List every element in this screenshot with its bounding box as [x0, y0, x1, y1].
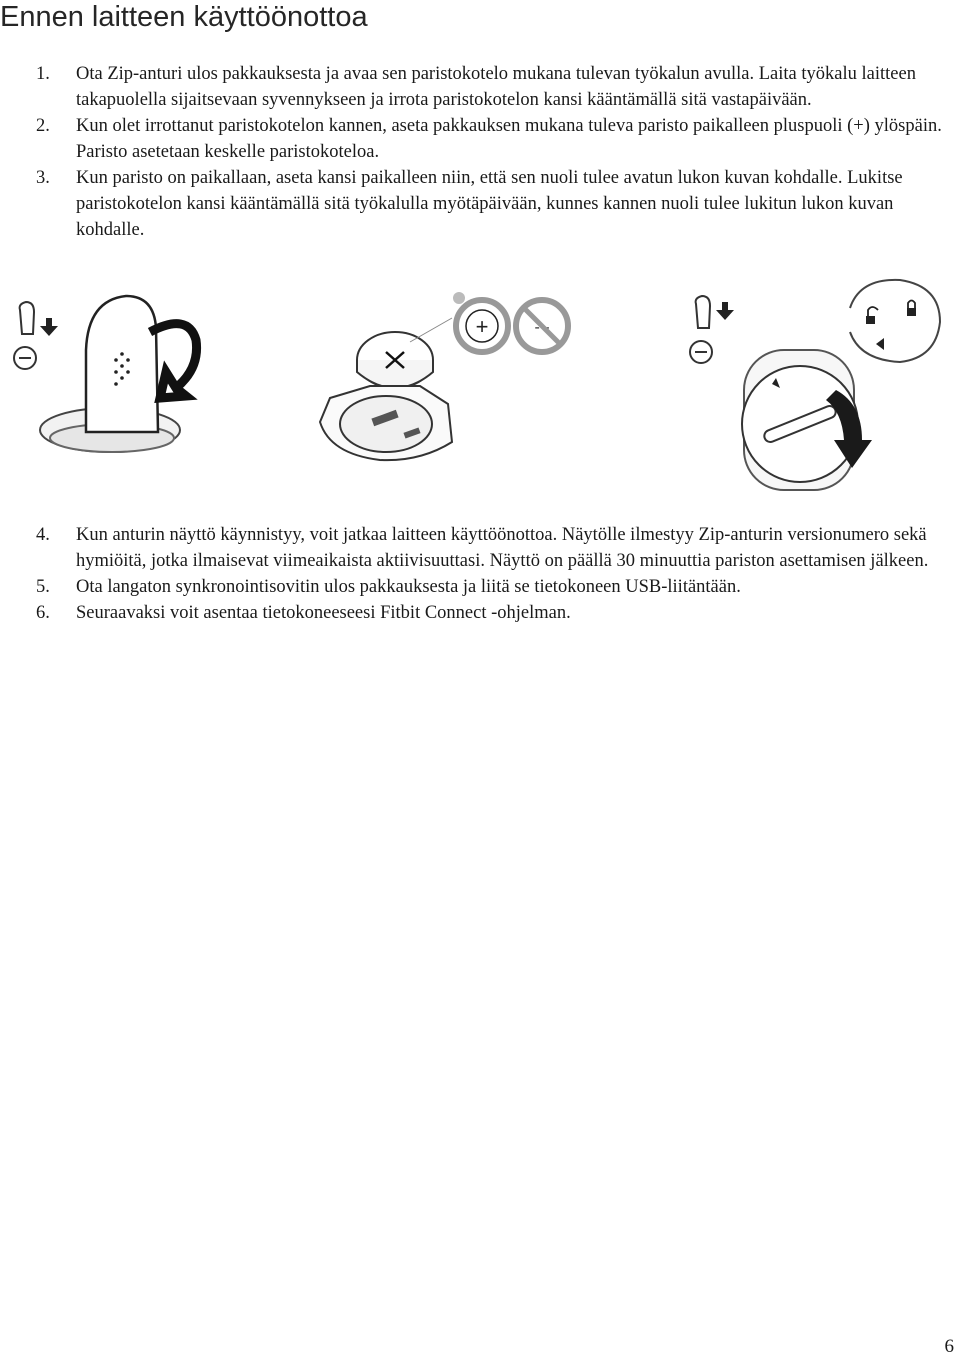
- instruction-list-bottom: [36, 522, 948, 626]
- battery-installation-illustration: [0, 272, 960, 512]
- battery-icon: [357, 332, 433, 388]
- step-number: 5.: [36, 577, 50, 597]
- step-number: 3.: [36, 168, 50, 188]
- page-title: Ennen laitteen käyttöönottoa: [0, 1, 368, 33]
- step-text: Ota Zip-anturi ulos pakkauksesta ja avaa sen paristokotelo mukana tulevan työkalun avulla. Laita työkalu laitteen takapuolella sijaitsevaan syvennykseen ja irrota paristokotelon kansi kääntämällä sitä vastapäivään.: [76, 64, 916, 110]
- step-number: 4.: [36, 525, 50, 545]
- instruction-list-top: [36, 61, 948, 243]
- tool-icon: [14, 302, 36, 369]
- lock-cover-panel: [690, 280, 940, 490]
- minus-symbol: - -: [534, 319, 550, 336]
- list-item: [36, 113, 948, 165]
- step-text: Kun anturin näyttö käynnistyy, voit jatkaa laitteen käyttöönottoa. Näytölle ilmestyy Zip-anturin versionumero sekä hymiöitä, jotka ilmaisevat viimeaikaista aktiivisuuttasi. Näyttö on päällä 30 minuuttia pariston asettamisen jälkeen.: [76, 525, 929, 571]
- step-number: 1.: [36, 64, 50, 84]
- list-item: [36, 522, 948, 574]
- insert-battery-panel: [320, 292, 568, 460]
- tool-icon: [690, 296, 712, 363]
- open-compartment-panel: [14, 296, 197, 452]
- step-text: Ota langaton synkronointisovitin ulos pakkauksesta ja liitä se tietokoneen USB-liitäntään.: [76, 577, 741, 597]
- down-arrow-icon: [716, 302, 734, 320]
- prohibited-minus-icon: [516, 300, 568, 352]
- down-arrow-icon: [40, 318, 58, 336]
- step-text: Seuraavaksi voit asentaa tietokoneeseesi Fitbit Connect -ohjelman.: [76, 603, 571, 623]
- list-item: [36, 165, 948, 243]
- step-number: 2.: [36, 116, 50, 136]
- page-number: 6: [944, 1336, 954, 1357]
- list-item: [36, 574, 948, 600]
- step-text: Kun olet irrottanut paristokotelon kannen, aseta pakkauksen mukana tuleva paristo paikalleen pluspuoli (+) ylöspäin. Paristo asetetaan keskelle paristokoteloa.: [76, 116, 942, 162]
- step-number: 6.: [36, 603, 50, 623]
- list-item: [36, 600, 948, 626]
- plus-icon: [453, 292, 508, 352]
- plus-symbol: +: [475, 314, 489, 339]
- list-item: [36, 61, 948, 113]
- step-text: Kun paristo on paikallaan, aseta kansi paikalleen niin, että sen nuoli tulee avatun lukon kuvan kohdalle. Lukitse paristokotelon kansi kääntämällä sitä työkalulla myötäpäivään, kunnes kannen nuoli tulee lukitun lukon kuvan kohdalle.: [76, 168, 903, 240]
